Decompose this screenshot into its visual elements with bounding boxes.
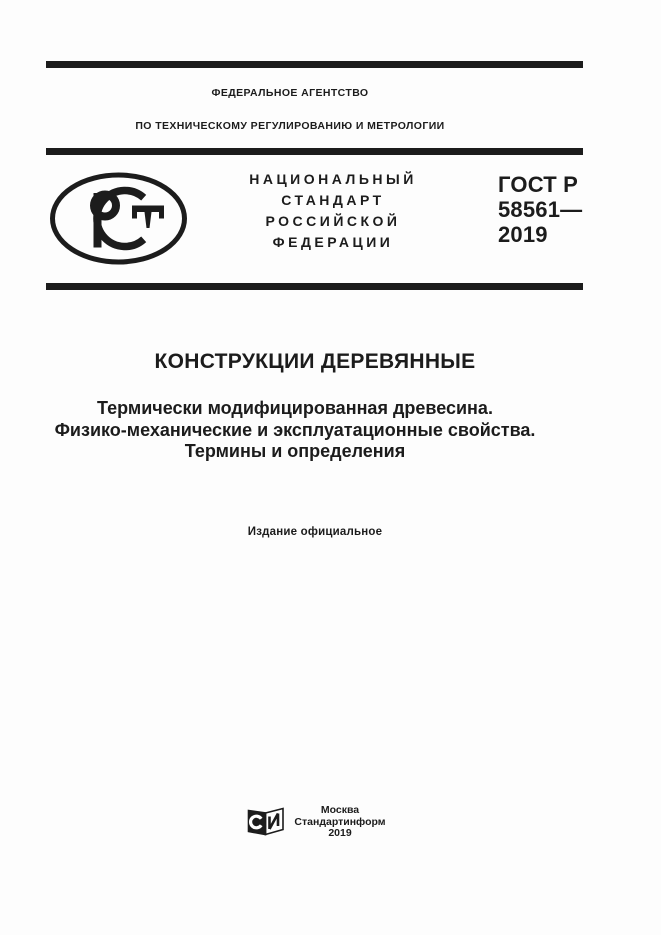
edition-note: Издание официальное <box>247 526 383 538</box>
agency-name-line2: ПО ТЕХНИЧЕСКОМУ РЕГУЛИРОВАНИЮ И МЕТРОЛОГИИ <box>135 120 445 132</box>
designation-line: 2019 <box>498 222 548 247</box>
subtitle-line: Термически модифицированная древесина. <box>97 398 493 418</box>
imprint-block <box>270 805 410 840</box>
imprint-city: Москва <box>320 804 360 816</box>
horizontal-rule-top <box>46 61 583 68</box>
national-standard-line: СТАНДАРТ <box>281 192 385 208</box>
document-subtitle <box>25 398 565 463</box>
subtitle-line: Термины и определения <box>184 441 406 461</box>
standard-designation <box>498 172 588 247</box>
national-standard-line: НАЦИОНАЛЬНЫЙ <box>249 171 417 187</box>
horizontal-rule-bottom <box>46 283 583 290</box>
rosstandart-rst-emblem-icon <box>49 172 188 265</box>
imprint-publisher: Стандартинформ <box>294 815 386 828</box>
subtitle-line: Физико-механические и эксплуатационные свойства. <box>54 419 536 440</box>
national-standard-line: ФЕДЕРАЦИИ <box>272 234 394 250</box>
national-standard-label <box>213 169 453 253</box>
document-main-title: КОНСТРУКЦИИ ДЕРЕВЯННЫЕ <box>154 350 476 373</box>
horizontal-rule-middle <box>46 148 583 155</box>
imprint-year: 2019 <box>328 827 352 839</box>
designation-line: ГОСТ Р <box>498 172 579 197</box>
designation-line: 58561— <box>498 197 583 222</box>
agency-name-line1: ФЕДЕРАЛЬНОЕ АГЕНТСТВО <box>211 87 369 99</box>
national-standard-line: РОССИЙСКОЙ <box>265 213 401 229</box>
